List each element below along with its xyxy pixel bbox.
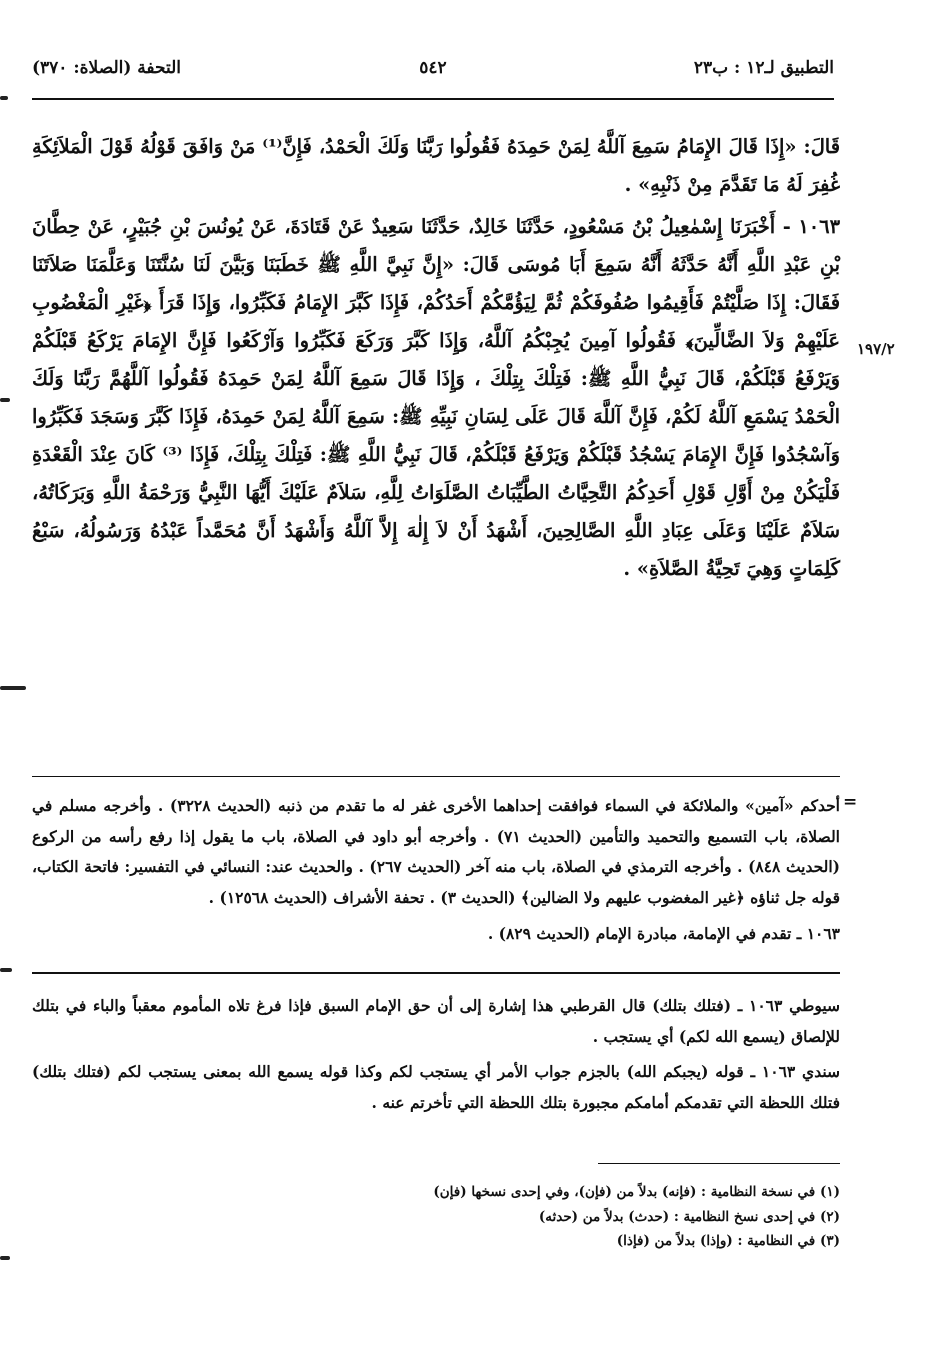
scan-edge-mark xyxy=(0,1256,10,1260)
page-header xyxy=(32,58,834,86)
takhrij-paragraph: أحدكم «آمين» والملائكة في السماء فوافقت إحداهما الأخرى غفر له ما تقدم من ذنبه (الحديث ٣٢٢٨) . وأخرجه مسلم في الصلاة، باب التسميع والتحميد والتأمين (الحديث ٧١) . وأخرجه أبو داود في الصلاة، باب ما يقول إذا رفع رأسه من الركوع (الحديث ٨٤٨) . وأخرجه الترمذي في الصلاة، باب منه آخر (الحديث ٢٦٧) . والحديث عند: النسائي في التفسير: فاتحة الكتاب، قوله جل ثناؤه ﴿غير المغضوب عليهم ولا الضالين﴾ (الحديث ٣) . تحفة الأشراف (الحديث ١٢٥٦٨) . xyxy=(32,796,840,907)
hadith-text xyxy=(32,128,840,588)
footnote: (٣) في النظامية : (وإذا) بدلاً من (فإذا) xyxy=(616,1233,840,1249)
commentary-rule xyxy=(32,972,840,974)
scan-edge-mark xyxy=(0,96,8,100)
takhrij-paragraph: ١٠٦٣ ـ تقدم في الإمامة، مبادرة الإمام (الحديث ٨٢٩) . xyxy=(487,924,840,943)
scan-edge-mark xyxy=(0,968,12,972)
scan-edge-mark xyxy=(0,686,26,690)
hadith-paragraph: قَالَ: «إِذَا قَالَ الإِمَامُ سَمِعَ آللَّهُ لِمَنْ حَمِدَهُ فَقُولُوا رَبَّنَا وَلَكَ الْحَمْدُ، فَإِنَّ⁽¹⁾ مَنْ وَافَقَ قَوْلُهُ قَوْلَ الْمَلاَئِكَةِ غُفِرَ لَهُ مَا تَقَدَّمَ مِنْ ذَنْبِهِ» . xyxy=(32,135,840,196)
suyuti-commentary: سيوطي ١٠٦٣ ـ (فتلك بتلك) قال القرطبي هذا إشارة إلى أن حق الإمام السبق فإذا فرغ تلاه المأموم معقباً والباء في بتلك للإلصاق (يسمع الله لكم) أي يستجب . xyxy=(32,996,840,1046)
footnote: (٢) في إحدى نسخ النظامية : (حدث) بدلاً من (حدثه) xyxy=(538,1208,840,1225)
sindi-commentary: سندي ١٠٦٣ ـ قوله (يجبكم الله) بالجزم جواب الأمر أي يستجب لكم وكذا قوله يسمع الله بمعنى يستجب لكم (فتلك بتلك) فتلك اللحظة التي تقدمكم أمامكم مجبورة بتلك اللحظة التي تأخرتم عنه . xyxy=(32,1062,840,1112)
hadith-paragraph: ١٠٦٣ - أَخْبَرَنَا إِسْمٰعِيلُ بْنُ مَسْعُودٍ، حَدَّثَنَا خَالِدٌ، حَدَّثَنَا سَعِيدٌ عَنْ قَتَادَةَ، عَنْ يُونُسَ بْنِ جُبَيْرٍ، عَنْ حِطَّانَ بْنِ عَبْدِ اللَّهِ أَنَّهُ حَدَّثَهُ أَنَّهُ سَمِعَ أَبَا مُوسَى قَالَ: «إِنَّ نَبِيَّ اللَّهِ ﷺ خَطَبَنَا وَبَيَّنَ لَنَا سُنَّتَنَا وَعَلَّمَنَا صَلاَتَنَا فَقَالَ: إِذَا صَلَّيْتُمْ فَأَقِيمُوا صُفُوفَكُمْ ثُمَّ لِيَؤُمَّكُمْ أَحَدُكُمْ، فَإِذَا كَبَّرَ الإِمَامُ فَكَبِّرُوا، وَإِذَا قَرَأَ ﴿غَيْرِ الْمَغْضُوبِ عَلَيْهِمْ وَلاَ الضَّالِّينَ﴾ فَقُولُوا آمِينَ يُجِبْكُمُ آللَّهُ، وَإِذَا كَبَّرَ وَرَكَعَ فَكَبِّرُوا وَآرْكَعُوا فَإِنَّ الإِمَامَ يَرْكَعُ قَبْلَكُمْ وَيَرْفَعُ قَبْلَكُمْ، قَالَ نَبِيُّ اللَّهِ ﷺ: فَتِلْكَ بِتِلْكَ ، وَإِذَا قَالَ سَمِعَ آللَّهُ لِمَنْ حَمِدَهُ فَقُولُوا آللَّهُمَّ رَبَّنَا وَلَكَ الْحَمْدُ يَسْمَعِ آللَّهُ لَكُمْ، فَإِنَّ آللَّهَ قَالَ عَلَى لِسَانِ نَبِيِّهِ ﷺ: سَمِعَ آللَّهُ لِمَنْ حَمِدَهُ، فَإِذَا كَبَّرَ وَسَجَدَ فَكَبِّرُوا وَآسْجُدُوا فَإِنَّ الإِمَامَ يَسْجُدُ قَبْلَكُمْ وَيَرْفَعُ قَبْلَكُمْ، قَالَ نَبِيُّ اللَّهِ ﷺ: فَتِلْكَ بِتِلْكَ، فَإِذَا ⁽³⁾ كَانَ عِنْدَ الْقَعْدَةِ فَلْيَكُنْ مِنْ أَوَّلِ قَوْلِ أَحَدِكُمُ التَّحِيَّاتُ الطَّيِّبَاتُ الصَّلَوَاتُ لِلَّهِ، سَلاَمٌ عَلَيْكَ أَيُّهَا النَّبِيُّ وَرَحْمَةُ اللَّهِ وَبَرَكَاتُهُ، سَلاَمٌ عَلَيْنَا وَعَلَى عِبَادِ اللَّهِ الصَّالِحِينَ، أَشْهَدُ أَنْ لاَ إِلٰهَ إِلاَّ آللَّهُ وَأَشْهَدُ أَنَّ مُحَمَّداً عَبْدُهُ وَرَسُولُهُ، سَبْعُ كَلِمَاتٍ وَهِيَ تَحِيَّةُ الصَّلاَةِ» . xyxy=(32,215,840,580)
footnote: (١) في نسخة النظامية : (فإنه) بدلاً من (فإن)، وفي إحدى نسخها (فإن) xyxy=(433,1184,840,1200)
header-tuhfa-reference: التحفة (الصلاة: ٣٧٠) xyxy=(32,58,182,78)
section-rule xyxy=(32,776,840,777)
footnotes xyxy=(32,1180,840,1254)
page-number: ٥٤٢ xyxy=(419,58,447,78)
scan-edge-mark xyxy=(0,398,10,402)
continuation-mark: = xyxy=(843,792,858,812)
takhrij-notes xyxy=(32,791,840,950)
header-rule xyxy=(32,98,834,100)
footnote-rule xyxy=(598,1163,840,1164)
commentary xyxy=(32,990,840,1118)
header-book-reference: التطبيق لـ١٢ : ب٢٣ xyxy=(693,58,834,78)
margin-volume-page: ١٩٧/٢ xyxy=(857,340,895,358)
